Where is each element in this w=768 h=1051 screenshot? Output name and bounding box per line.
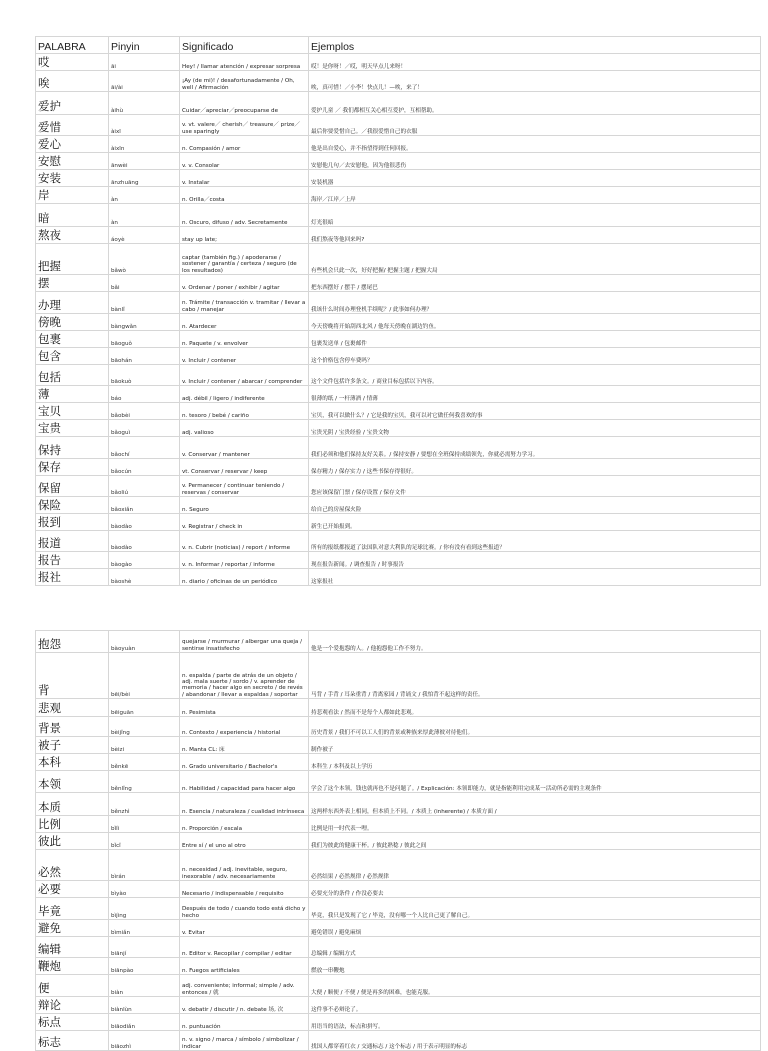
word-cell: 包括 [36,365,109,386]
word-cell: 被子 [36,737,109,754]
table-row [36,653,761,699]
header-pinyin: Pinyin [109,37,180,54]
table-row [36,881,761,898]
example-cell: 宝贵光阴 / 宝贵经验 / 宝贵文物 [309,420,761,437]
meaning-cell: Cuidar／apreciar／preocuparse de [180,92,309,115]
example-cell: 燃放一串鞭炮 [309,958,761,975]
word-cell: 熬夜 [36,227,109,244]
pinyin-cell: bǎobèi [109,403,180,420]
word-cell: 背 [36,653,109,699]
word-cell: 悲观 [36,699,109,717]
pinyin-cell: bèijǐng [109,717,180,737]
example-cell: 用语当的语法，标点和拼写。 [309,1014,761,1031]
meaning-cell: n. v. signo / marca / símbolo / simbolizar / indicar [180,1031,309,1051]
example-cell: 给自己的房屋保火险 [309,497,761,514]
word-cell: 鞭炮 [36,958,109,975]
example-cell: 我们必须和他们保持友好关系。/ 保持安静 / 要想在全班保持成绩领先，你就必需努力学习。 [309,437,761,459]
pinyin-cell: bǎwò [109,244,180,275]
meaning-cell: n. Manta CL: 床 [180,737,309,754]
table-row [36,153,761,170]
pinyin-cell: àixī [109,115,180,136]
meaning-cell: n. Oscuro, difuso / adv. Secretamente [180,204,309,227]
word-cell: 爱心 [36,136,109,153]
vocab-table-2 [35,630,761,1051]
table-row [36,71,761,92]
pinyin-cell: běnkē [109,754,180,771]
example-cell: 哎！是你呀！／哎，明天早点儿来呀！ [309,54,761,71]
word-cell: 本质 [36,793,109,816]
pinyin-cell: bēiguān [109,699,180,717]
example-cell: 大便 / 顺便 / 不便 / 便是再多的困难，也能克服。 [309,975,761,997]
meaning-cell: n. Compasión / amor [180,136,309,153]
pinyin-cell: bǎocún [109,459,180,476]
word-cell: 办理 [36,292,109,314]
table-row [36,793,761,816]
table-row [36,331,761,348]
meaning-cell: Después de todo / cuando todo está dicho y hecho [180,898,309,920]
example-cell: 今天傍晚将开始刮西北风 / 他每天傍晚在湖边钓鱼。 [309,314,761,331]
pinyin-cell: běnlǐng [109,771,180,793]
example-cell: 马背 / 手背 / 耳朵重背 / 背离家园 / 背诵文 / 我怕背不起这样的责任。 [309,653,761,699]
example-cell: 海岸／江岸／上岸 [309,187,761,204]
pinyin-cell: àihù [109,92,180,115]
pinyin-cell: bǎi [109,275,180,292]
pinyin-cell: áoyè [109,227,180,244]
example-cell: 制作被子 [309,737,761,754]
word-cell: 爱惜 [36,115,109,136]
table-row [36,920,761,937]
pinyin-cell: āi [109,54,180,71]
table-row [36,569,761,586]
meaning-cell: n. Trámite / transacción v. tramitar / llevar a cabo / manejar [180,292,309,314]
example-cell: 这个价格包含停车费吗？ [309,348,761,365]
table-row [36,699,761,717]
table-row [36,898,761,920]
meaning-cell: n. Habilidad / capacidad para hacer algo [180,771,309,793]
word-cell: 摆 [36,275,109,292]
meaning-cell: captar (también fig.) / apoderarse / sostener / garantía / certeza / seguro (de los resultados) [180,244,309,275]
word-cell: 报到 [36,514,109,531]
table-row [36,997,761,1014]
meaning-cell: Necesario / indispensable / requisito [180,881,309,898]
word-cell: 安装 [36,170,109,187]
meaning-cell: adj. conveniente; informal; simple / adv. entonces / 就 [180,975,309,997]
table-row [36,115,761,136]
meaning-cell: v. Conservar / mantener [180,437,309,459]
word-cell: 把握 [36,244,109,275]
pinyin-cell: biānjí [109,937,180,958]
example-cell: 历史背景 / 我们不可以工人们的背景或种族来厚此薄彼对待他们。 [309,717,761,737]
word-cell: 比例 [36,816,109,833]
example-cell: 把东西摆好 / 摆手 / 摆尾巴 [309,275,761,292]
word-cell: 标点 [36,1014,109,1031]
meaning-cell: n. Atardecer [180,314,309,331]
meaning-cell: adj. valioso [180,420,309,437]
table-row [36,497,761,514]
pinyin-cell: bǐlì [109,816,180,833]
meaning-cell: v. debatir / discutir / n. debate 场, 次 [180,997,309,1014]
example-cell: 有些机会只此一次，好好把握/ 把握主题 / 把握大局 [309,244,761,275]
table-row [36,403,761,420]
table-row [36,552,761,569]
word-cell: 必然 [36,850,109,881]
pinyin-cell: bǎoguì [109,420,180,437]
pinyin-cell: biāodiǎn [109,1014,180,1031]
word-cell: 报社 [36,569,109,586]
word-cell: 爱护 [36,92,109,115]
table-row [36,771,761,793]
meaning-cell: v. n. Informar / reportar / informe [180,552,309,569]
example-cell: 我们为彼此的健康干杯。/ 彼此熟稔 / 彼此之间 [309,833,761,850]
pinyin-cell: bìrán [109,850,180,881]
pinyin-cell: bǎoxiǎn [109,497,180,514]
meaning-cell: v. v. Consolar [180,153,309,170]
table-row [36,204,761,227]
pinyin-cell: bǎochí [109,437,180,459]
table-row [36,244,761,275]
meaning-cell: n. tesoro / bebé / cariño [180,403,309,420]
meaning-cell: n. Pesimista [180,699,309,717]
pinyin-cell: bàoyuàn [109,631,180,653]
pinyin-cell: ānwèi [109,153,180,170]
word-cell: 保险 [36,497,109,514]
table-row [36,958,761,975]
meaning-cell: n. Editor v. Recopilar / compilar / editar [180,937,309,958]
table-row [36,365,761,386]
pinyin-cell: bàodào [109,531,180,552]
word-cell: 保存 [36,459,109,476]
word-cell: 宝贝 [36,403,109,420]
pinyin-cell: bèizi [109,737,180,754]
word-cell: 傍晚 [36,314,109,331]
word-cell: 彼此 [36,833,109,850]
example-cell: 您应该保留门票 / 保存设置 / 保存文件 [309,476,761,497]
table-row [36,170,761,187]
table-row [36,437,761,459]
pinyin-cell: bànlǐ [109,292,180,314]
word-cell: 背景 [36,717,109,737]
example-cell: 我该什么时间办理登机手续呢？/ 此事如何办理？ [309,292,761,314]
table-row [36,476,761,497]
meaning-cell: v. Instalar [180,170,309,187]
table-header-row [36,37,761,54]
pinyin-cell: bìmiǎn [109,920,180,937]
table-2-body [36,631,761,1051]
meaning-cell: adj. débil / ligero / indiferente [180,386,309,403]
table-row [36,314,761,331]
meaning-cell: n. Grado universitario / Bachelor's [180,754,309,771]
example-cell: 现在报告新闻。/ 调查报告 / 时事报告 [309,552,761,569]
example-cell: 我们熬夜等他回来吗? [309,227,761,244]
word-cell: 岸 [36,187,109,204]
example-cell: 毕竟，我只是发现了它 / 毕竟，没有哪一个人比自己更了解自己。 [309,898,761,920]
pinyin-cell: běnzhì [109,793,180,816]
example-cell: 这两样东西外表上相同，但本质上不同。/ 本质上 (inherente) / 本质方面 / [309,793,761,816]
word-cell: 便 [36,975,109,997]
word-cell: 薄 [36,386,109,403]
table-1-body [36,54,761,586]
word-cell: 必要 [36,881,109,898]
table-row [36,531,761,552]
table-row [36,1031,761,1051]
pinyin-cell: bìyào [109,881,180,898]
pinyin-cell: bǐcǐ [109,833,180,850]
meaning-cell: stay up late; [180,227,309,244]
table-row [36,850,761,881]
example-cell: 很薄的纸 / 一杆薄酒 / 情薄 [309,386,761,403]
table-row [36,514,761,531]
meaning-cell: vt. Conservar / reservar / keep [180,459,309,476]
word-cell: 本领 [36,771,109,793]
example-cell: 最后你要爱惜自己。／我很爱惜自己的衣服 [309,115,761,136]
pinyin-cell: bàoshè [109,569,180,586]
word-cell: 宝贵 [36,420,109,437]
example-cell: 唉，真可惜！／小李！快点儿！—唉，来了！ [309,71,761,92]
word-cell: 辩论 [36,997,109,1014]
example-cell: 包裹发送单 / 包裹邮件 [309,331,761,348]
example-cell: 找国人都穿着红衣 / 交通标志 / 这个标志 / 用于表示明显的标志 [309,1031,761,1051]
meaning-cell: v. vt. valere／ cherish／ treasure／ prize／ use sparingly [180,115,309,136]
pinyin-cell: āi/ài [109,71,180,92]
word-cell: 保持 [36,437,109,459]
word-cell: 保留 [36,476,109,497]
word-cell: 本科 [36,754,109,771]
pinyin-cell: bàngwǎn [109,314,180,331]
meaning-cell: Hey! / llamar atención / expresar sorpresa [180,54,309,71]
word-cell: 包裹 [36,331,109,348]
table-row [36,833,761,850]
meaning-cell: n. necesidad / adj. inevitable, seguro, inexorable / adv. necesariamente [180,850,309,881]
example-cell: 本科生 / 本科及以上学历 [309,754,761,771]
meaning-cell: n. Proporción / escala [180,816,309,833]
example-cell: 灯光很暗 [309,204,761,227]
pinyin-cell: àn [109,204,180,227]
table-row [36,348,761,365]
example-cell: 他是出自爱心，并不指望得到任何回报。 [309,136,761,153]
meaning-cell: n. Contexto / experiencia / historial [180,717,309,737]
header-significado: Significado [180,37,309,54]
meaning-cell: n. Orilla／costa [180,187,309,204]
word-cell: 哎 [36,54,109,71]
word-cell: 唉 [36,71,109,92]
table-row [36,754,761,771]
table-row [36,717,761,737]
header-ejemplos: Ejemplos [309,37,761,54]
meaning-cell: v. Permanecer / continuar teniendo / reservas / conservar [180,476,309,497]
meaning-cell: quejarse / murmurar / albergar una queja / sentirse insatisfecho [180,631,309,653]
pinyin-cell: bāokuò [109,365,180,386]
example-cell: 安装机器 [309,170,761,187]
example-cell: 安慰他几句／去安慰他，因为他很悲伤 [309,153,761,170]
table-row [36,975,761,997]
example-cell: 避免错误 / 避免麻烦 [309,920,761,937]
example-cell: 所有的报纸都报道了法国队对意大利队的足球比赛。/ 你有没有看到这些报道？ [309,531,761,552]
pinyin-cell: bàogào [109,552,180,569]
meaning-cell: n. diario / oficinas de un periódico [180,569,309,586]
table-row [36,292,761,314]
table-row [36,816,761,833]
pinyin-cell: bēi/bèi [109,653,180,699]
word-cell: 标志 [36,1031,109,1051]
table-row [36,54,761,71]
pinyin-cell: biàn [109,975,180,997]
word-cell: 报道 [36,531,109,552]
pinyin-cell: báo [109,386,180,403]
example-cell: 保存精力 / 保存实力 / 这些书保存得很好。 [309,459,761,476]
pinyin-cell: àixīn [109,136,180,153]
pinyin-cell: bāohán [109,348,180,365]
example-cell: 他是一个爱抱怨的人。/ 他抱怨他工作不努力。 [309,631,761,653]
word-cell: 暗 [36,204,109,227]
meaning-cell: n. Paquete / v. envolver [180,331,309,348]
pinyin-cell: biānpào [109,958,180,975]
example-cell: 学会了这个本领，钱也就再也不是问题了。/ Explicación: 本领即能力，就是指能利用完成某一活动所必需的主观条件 [309,771,761,793]
word-cell: 抱怨 [36,631,109,653]
word-cell: 报告 [36,552,109,569]
pinyin-cell: bàodào [109,514,180,531]
example-cell: 这个文件包括许多条文。/ 商业目标包括以下内容。 [309,365,761,386]
table-row [36,459,761,476]
example-cell: 爱护儿童 ／ 我们都相互关心相互爱护，互相帮助。 [309,92,761,115]
meaning-cell: n. espalda / parte de atrás de un objeto / adj. mala suerte / sordo / v. aprender de memoria / hacer algo en secreto / de revés / abandonar / llevar a espaldas / soportar [180,653,309,699]
pinyin-cell: biànlùn [109,997,180,1014]
example-cell: 这件事不必辩论了。 [309,997,761,1014]
word-cell: 安慰 [36,153,109,170]
table-row [36,420,761,437]
word-cell: 编辑 [36,937,109,958]
example-cell: 这家报社 [309,569,761,586]
pinyin-cell: biāozhì [109,1031,180,1051]
table-row [36,937,761,958]
meaning-cell: n. Seguro [180,497,309,514]
meaning-cell: ¡Ay (de mi)! / desafortunadamente / Oh, well / Afirmación [180,71,309,92]
table-row [36,92,761,115]
vocab-table-1 [35,36,761,586]
meaning-cell: v. n. Cubrir (noticias) / report / informe [180,531,309,552]
example-cell: 必要充分的条件 / 作没必要去 [309,881,761,898]
table-row [36,187,761,204]
example-cell: 必然结果 / 必然规律 / 必然规律 [309,850,761,881]
word-cell: 包含 [36,348,109,365]
table-row [36,136,761,153]
meaning-cell: v. Incluir / contener / abarcar / comprender [180,365,309,386]
meaning-cell: v. Evitar [180,920,309,937]
table-row [36,737,761,754]
pinyin-cell: bìjìng [109,898,180,920]
word-cell: 毕竟 [36,898,109,920]
meaning-cell: n. puntuación [180,1014,309,1031]
meaning-cell: v. Incluir / contener [180,348,309,365]
meaning-cell: v. Registrar / check in [180,514,309,531]
example-cell: 持悲观看法 / 然而不是每个人都如此悲观。 [309,699,761,717]
example-cell: 新生已开始报到。 [309,514,761,531]
table-row [36,631,761,653]
table-row [36,386,761,403]
meaning-cell: v. Ordenar / poner / exhibir / agitar [180,275,309,292]
example-cell: 宝贝，我可以做什么？/ 它是我的宝贝，我可以对它做任何我喜欢的事 [309,403,761,420]
pinyin-cell: bǎoliú [109,476,180,497]
meaning-cell: n. Esencia / naturaleza / cualidad intrínseca [180,793,309,816]
meaning-cell: n. Fuegos artificiales [180,958,309,975]
meaning-cell: Entre sí / el uno al otro [180,833,309,850]
pinyin-cell: bāoguǒ [109,331,180,348]
example-cell: 比例是用一时代表一哩。 [309,816,761,833]
table-row [36,227,761,244]
header-palabra: PALABRA [36,37,109,54]
table-row [36,275,761,292]
pinyin-cell: ānzhuāng [109,170,180,187]
example-cell: 总编辑 / 编辑方式 [309,937,761,958]
pinyin-cell: àn [109,187,180,204]
table-row [36,1014,761,1031]
word-cell: 避免 [36,920,109,937]
